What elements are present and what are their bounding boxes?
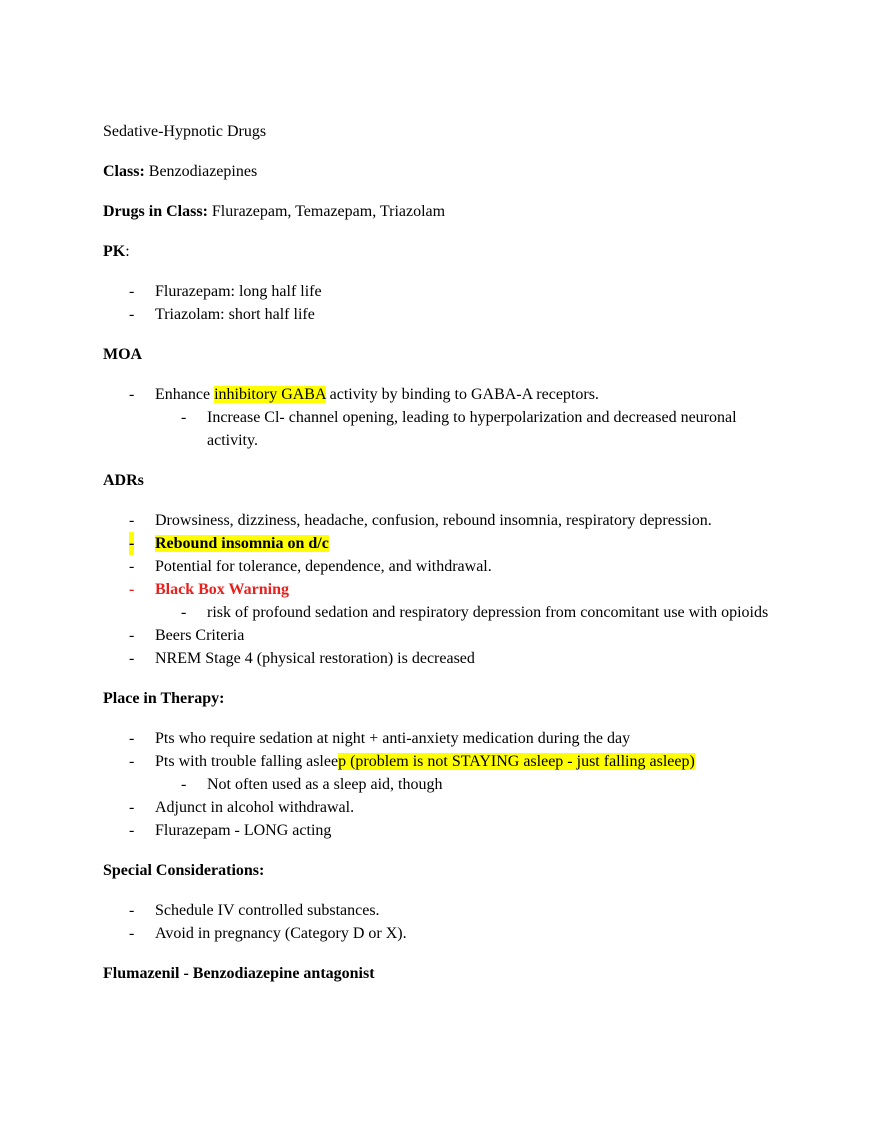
therapy-item-3: Adjunct in alcohol withdrawal. <box>155 799 355 816</box>
list-item <box>103 406 783 452</box>
moa-item-1-post: activity by binding to GABA-A receptors. <box>325 386 599 403</box>
drugs-value: Flurazepam, Temazepam, Triazolam <box>207 203 446 220</box>
therapy-heading <box>103 687 783 710</box>
bullet-dash: - <box>129 902 135 919</box>
bullet-dash: - <box>129 558 135 575</box>
class-label: Class: <box>103 163 145 180</box>
bullet-dash: - <box>181 409 187 426</box>
document-title: Sedative-Hypnotic Drugs <box>103 123 267 140</box>
therapy-item-2 <box>155 750 783 773</box>
moa-sub-item-1: Increase Cl- channel opening, leading to hyperpolarization and decreased neuronal activity. <box>207 409 737 449</box>
list-item <box>103 509 783 532</box>
adr-item-6: NREM Stage 4 (physical restoration) is decreased <box>155 650 475 667</box>
bullet-dash: - <box>181 776 187 793</box>
special-item-1: Schedule IV controlled substances. <box>155 902 380 919</box>
bullet-dash: - <box>129 512 135 529</box>
bullet-dash: - <box>129 822 135 839</box>
special-item-2: Avoid in pregnancy (Category D or X). <box>155 925 407 942</box>
therapy-item-2-pre: Pts with trouble falling aslee <box>155 753 339 770</box>
moa-item-1-pre: Enhance <box>155 386 215 403</box>
adr-item-3: Potential for tolerance, dependence, and withdrawal. <box>155 558 492 575</box>
pk-label: PK <box>103 243 126 260</box>
class-line <box>103 160 783 183</box>
bullet-dash: - <box>129 925 135 942</box>
pk-list <box>103 280 783 326</box>
bullet-dash: - <box>129 730 135 747</box>
pk-item-1: Flurazepam: long half life <box>155 283 322 300</box>
bullet-dash: - <box>181 604 187 621</box>
list-item <box>103 280 783 303</box>
therapy-heading-text: Place in Therapy: <box>103 690 225 707</box>
bullet-dash: - <box>129 581 135 598</box>
moa-item-1-highlight: inhibitory GABA <box>214 386 326 403</box>
therapy-item-2-highlight: p (problem is not STAYING asleep - just falling asleep) <box>338 753 695 770</box>
drugs-label: Drugs in Class: <box>103 203 208 220</box>
adr-item-2 <box>155 532 783 555</box>
therapy-item-4: Flurazepam - LONG acting <box>155 822 332 839</box>
list-item <box>103 899 783 922</box>
adrs-heading <box>103 469 783 492</box>
list-item <box>103 796 783 819</box>
special-heading-text: Special Considerations: <box>103 862 265 879</box>
document-page <box>103 120 783 985</box>
bullet-dash: - <box>129 799 135 816</box>
drugs-line <box>103 200 783 223</box>
list-item <box>103 532 783 555</box>
adrs-list <box>103 509 783 670</box>
therapy-list <box>103 727 783 842</box>
black-box-warning: Black Box Warning <box>155 581 289 598</box>
special-heading <box>103 859 783 882</box>
adr-item-1: Drowsiness, dizziness, headache, confusion, rebound insomnia, respiratory depression. <box>155 512 712 529</box>
adr-item-2-text: Rebound insomnia on d/c <box>155 535 329 552</box>
moa-list <box>103 383 783 452</box>
bullet-dash: - <box>129 650 135 667</box>
moa-item-1 <box>155 383 783 406</box>
list-item <box>103 819 783 842</box>
class-value: Benzodiazepines <box>144 163 258 180</box>
bullet-dash: - <box>129 627 135 644</box>
therapy-item-2-sub: Not often used as a sleep aid, though <box>207 776 443 793</box>
list-item <box>103 578 783 601</box>
bullet-dash: - <box>129 532 134 555</box>
therapy-item-1: Pts who require sedation at night + anti-anxiety medication during the day <box>155 730 631 747</box>
adr-item-4-sub: risk of profound sedation and respiratory depression from concomitant use with opioids <box>207 604 769 621</box>
adrs-heading-text: ADRs <box>103 472 144 489</box>
list-item <box>103 601 783 624</box>
list-item <box>103 647 783 670</box>
moa-heading <box>103 343 783 366</box>
pk-colon: : <box>125 243 130 260</box>
list-item <box>103 555 783 578</box>
flumazenil-heading <box>103 962 783 985</box>
list-item <box>103 624 783 647</box>
list-item <box>103 922 783 945</box>
pk-heading <box>103 240 783 263</box>
list-item <box>103 383 783 406</box>
bullet-dash: - <box>129 283 135 300</box>
bullet-dash: - <box>129 386 135 403</box>
pk-item-2: Triazolam: short half life <box>155 306 315 323</box>
special-list <box>103 899 783 945</box>
list-item <box>103 750 783 773</box>
bullet-dash: - <box>129 306 135 323</box>
list-item <box>103 303 783 326</box>
list-item <box>103 773 783 796</box>
moa-heading-text: MOA <box>103 346 143 363</box>
list-item <box>103 727 783 750</box>
bullet-dash: - <box>129 753 135 770</box>
adr-item-5: Beers Criteria <box>155 627 245 644</box>
flumazenil-heading-text: Flumazenil - Benzodiazepine antagonist <box>103 965 375 982</box>
